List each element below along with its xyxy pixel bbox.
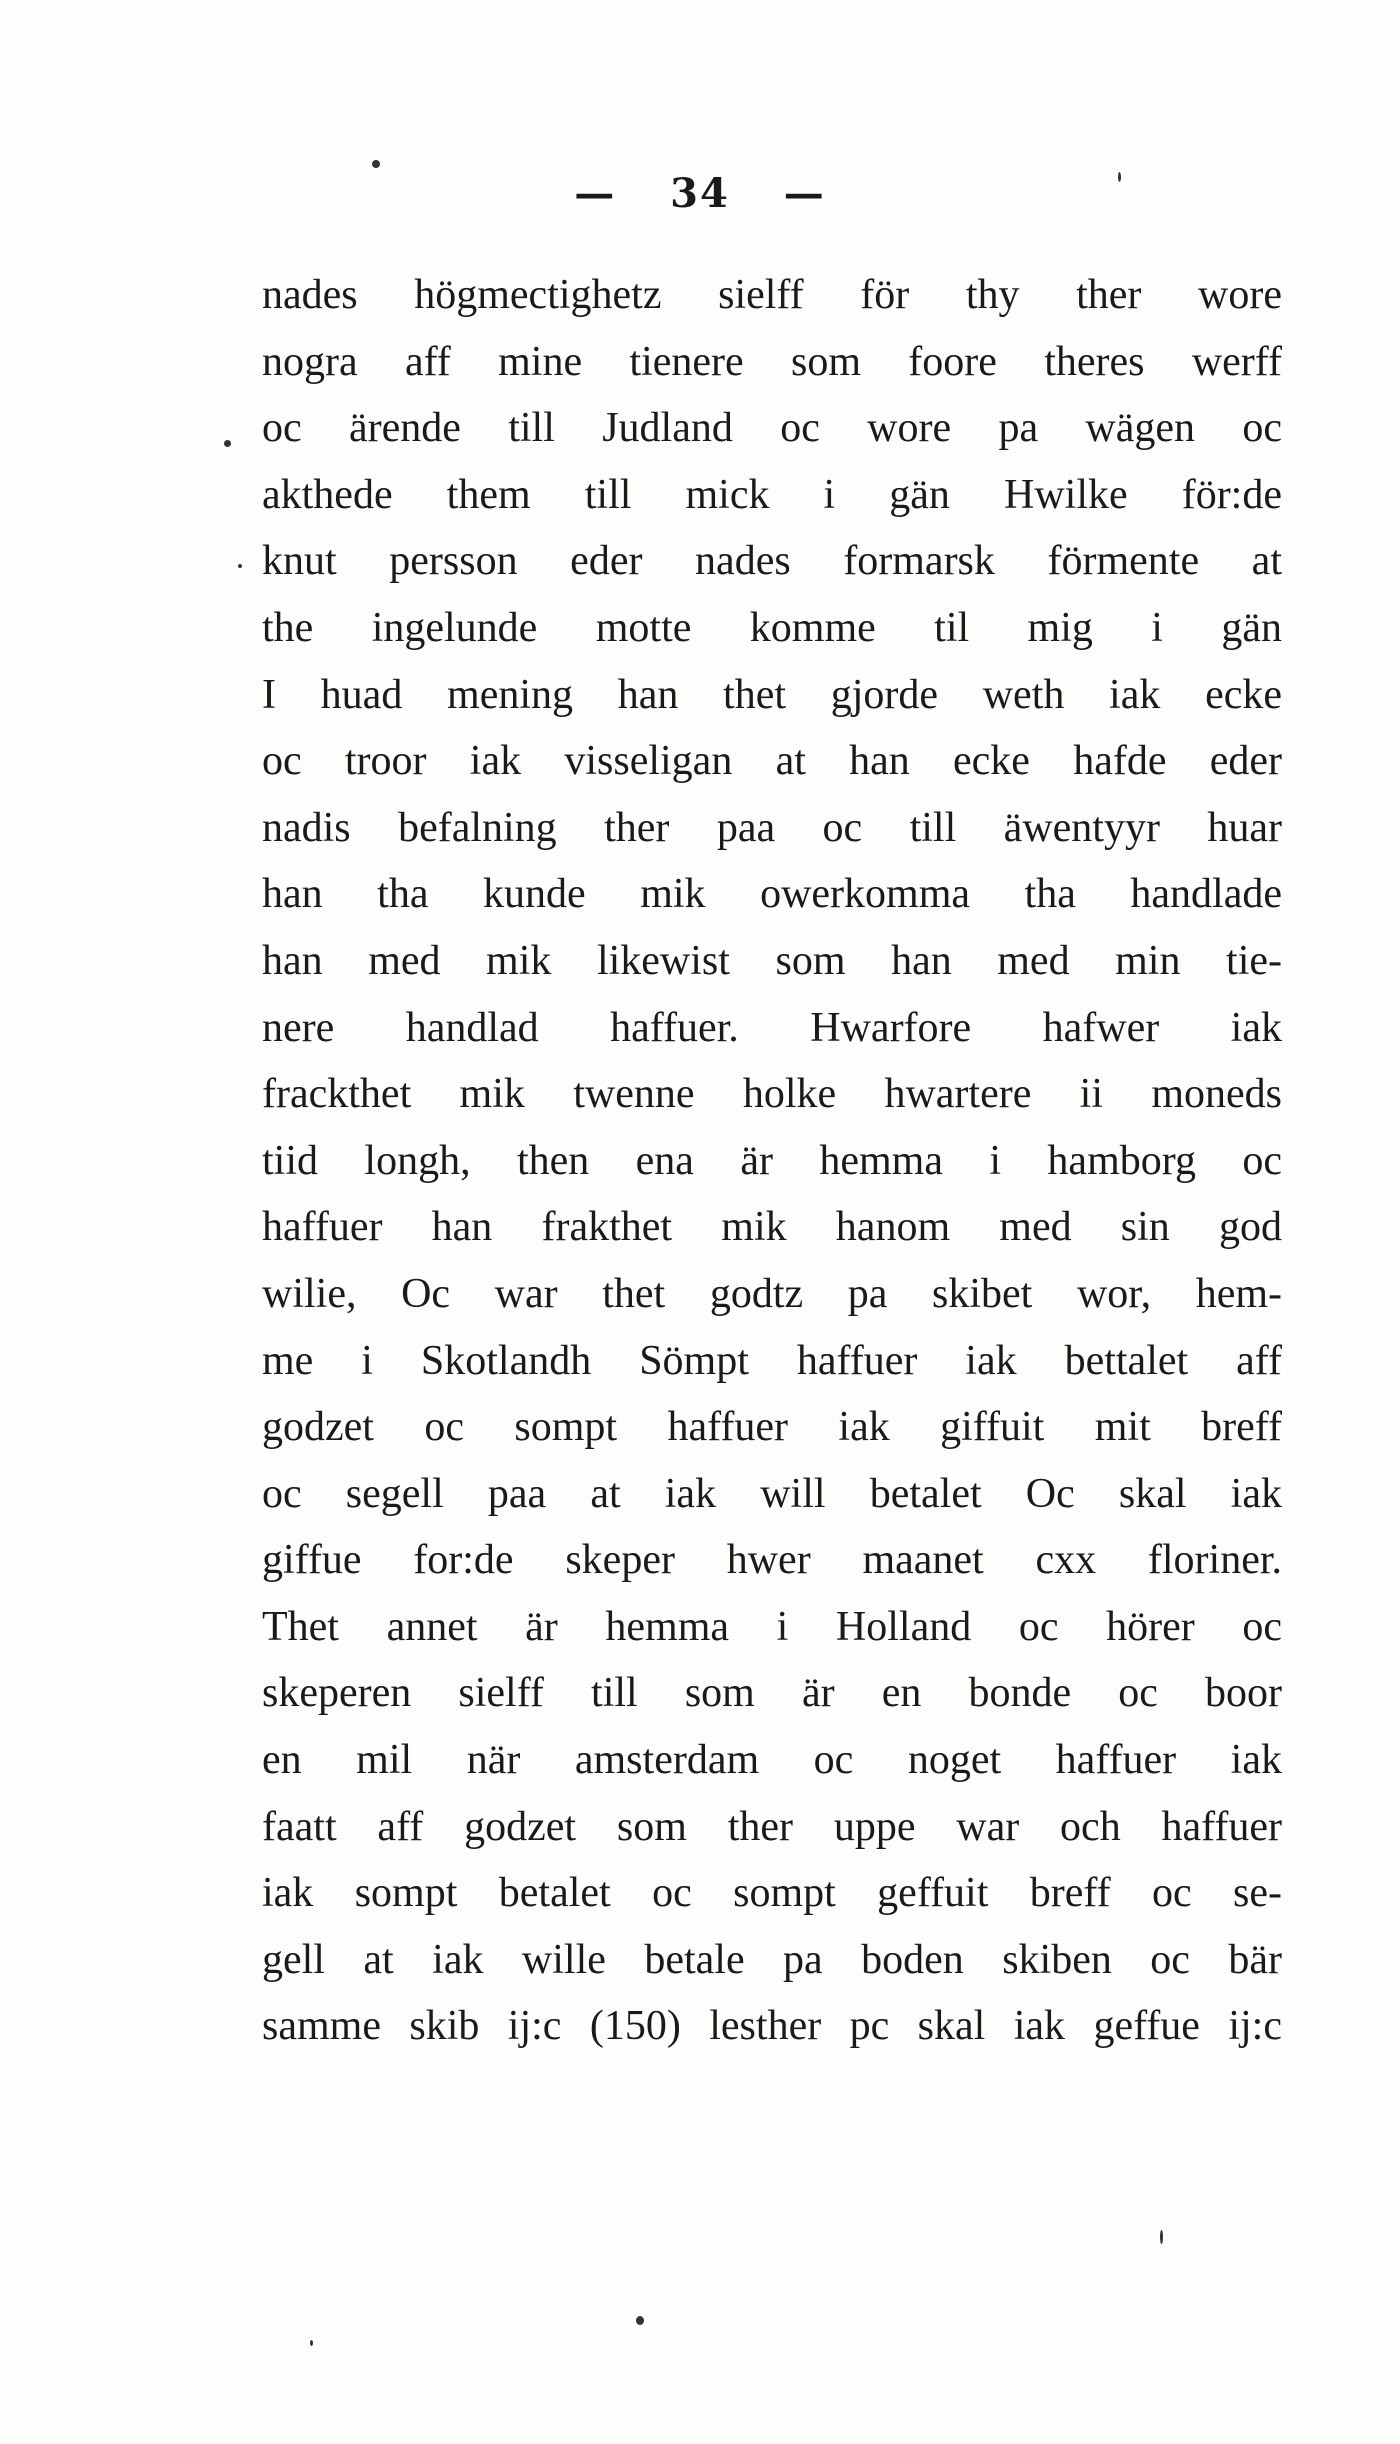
scan-speck — [1160, 2230, 1163, 2244]
text-line: Thet annet är hemma i Holland oc hörer oc — [262, 1603, 1282, 1650]
text-line: I huad mening han thet gjorde weth iak ecke — [262, 671, 1282, 718]
text-line: gell at iak wille betale pa boden skiben oc bär — [262, 1936, 1282, 1983]
text-line: oc troor iak visseligan at han ecke hafde eder — [262, 738, 1282, 785]
text-line: han med mik likewist som han med min tie- — [262, 937, 1282, 984]
text-line: oc segell paa at iak will betalet Oc skal iak — [262, 1470, 1282, 1517]
text-line: faatt aff godzet som ther uppe war och haffuer — [262, 1803, 1282, 1850]
scan-speck — [1118, 172, 1121, 182]
text-line: oc ärende till Judland oc wore pa wägen oc — [262, 405, 1282, 452]
text-line: nere handlad haffuer. Hwarfore hafwer iak — [262, 1004, 1282, 1051]
page-header — [0, 170, 1400, 217]
text-line: akthede them till mick i gän Hwilke för:de — [262, 471, 1282, 518]
scan-speck — [238, 564, 242, 568]
header-dash-left: — — [574, 170, 617, 217]
text-line: godzet oc sompt haffuer iak giffuit mit breff — [262, 1404, 1282, 1451]
text-line: haffuer han frakthet mik hanom med sin god — [262, 1204, 1282, 1251]
scan-speck — [372, 160, 380, 168]
text-line: wilie, Oc war thet godtz pa skibet wor, hem- — [262, 1270, 1282, 1317]
text-line: en mil när amsterdam oc noget haffuer iak — [262, 1737, 1282, 1784]
text-line: frackthet mik twenne holke hwartere ii moneds — [262, 1071, 1282, 1118]
text-line: iak sompt betalet oc sompt geffuit breff oc se- — [262, 1870, 1282, 1917]
header-dash-right: — — [783, 170, 826, 217]
text-line: the ingelunde motte komme til mig i gän — [262, 604, 1282, 651]
text-line: me i Skotlandh Sömpt haffuer iak bettalet aff — [262, 1337, 1282, 1384]
text-line: giffue for:de skeper hwer maanet cxx floriner. — [262, 1537, 1282, 1584]
page-number: 34 — [670, 170, 730, 217]
text-line: nades högmectighetz sielff för thy ther wore — [262, 272, 1282, 318]
text-line: nadis befalning ther paa oc till äwentyyr huar — [262, 804, 1282, 851]
text-line: skeperen sielff till som är en bonde oc boor — [262, 1670, 1282, 1717]
text-line: knut persson eder nades formarsk förmente at — [262, 538, 1282, 585]
scan-speck — [310, 2340, 313, 2346]
scan-speck — [636, 2316, 644, 2325]
text-line: tiid longh, then ena är hemma i hamborg oc — [262, 1137, 1282, 1184]
body-text — [262, 262, 1282, 2060]
text-line: samme skib ij:c (150) lesther pc skal iak geffue ij:c — [262, 2003, 1282, 2050]
scan-speck — [224, 440, 231, 447]
text-line: nogra aff mine tienere som foore theres werff — [262, 338, 1282, 385]
text-line: han tha kunde mik owerkomma tha handlade — [262, 871, 1282, 918]
